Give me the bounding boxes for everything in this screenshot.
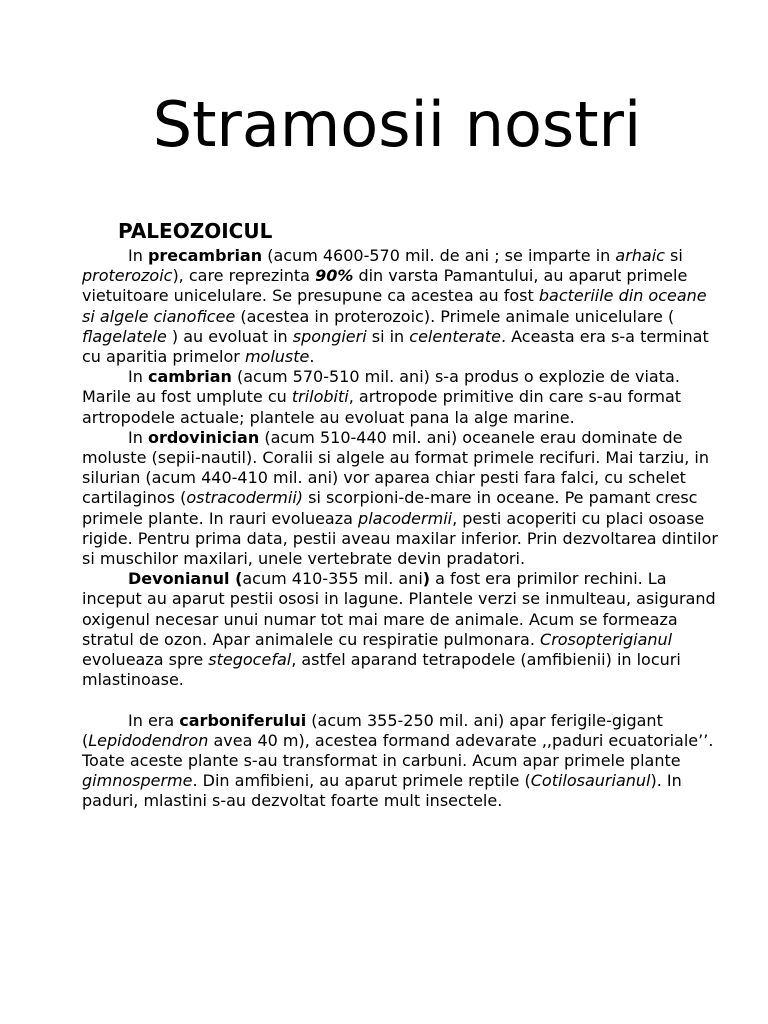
text-run: flagelatele	[82, 326, 167, 346]
text-run: , astfel aparand tetrapodele (amfibienii) in locuri mlastinoase.	[82, 650, 681, 690]
paragraph-list	[82, 246, 722, 812]
text-run: si in	[366, 326, 410, 346]
text-run: proterozoic	[82, 266, 173, 286]
text-run: bacteriile din oceane si algele cianoficee	[82, 286, 707, 326]
text-run: cambrian	[147, 367, 232, 387]
text-run: 90%	[315, 266, 354, 286]
text-run: )	[422, 569, 431, 589]
text-run: ostracodermii)	[186, 488, 304, 508]
text-run: trilobiti	[291, 387, 349, 407]
text-run: si scorpioni-de-mare in oceane. Pe pamant cresc primele plante. In rauri evolueaza	[82, 488, 698, 528]
text-run: placodermii	[358, 508, 453, 528]
text-run: si	[664, 246, 683, 265]
text-run: precambrian	[147, 246, 263, 265]
page-title: Stramosii nostri	[152, 88, 642, 161]
text-run: . Aceasta era s-a terminat cu aparitia primelor	[82, 326, 709, 367]
text-run: Devonianul (	[128, 569, 243, 589]
text-run: ). In paduri, mlastini s-au dezvoltat foarte mult insectele.	[82, 771, 682, 811]
paragraph	[82, 428, 722, 569]
text-run: .	[309, 347, 315, 367]
blank-line	[82, 690, 722, 710]
text-run: . Din amfibieni, au aparut primele reptile (	[192, 771, 531, 791]
text-run: Cotilosaurianul	[530, 771, 651, 791]
text-run: In era	[128, 710, 180, 730]
text-run: (acum 355-250 mil. ani) apar ferigile-gigant (	[82, 710, 663, 750]
document-body	[82, 218, 722, 812]
text-run: In	[128, 246, 148, 265]
text-run: In	[128, 367, 148, 387]
text-run: (acestea in proterozoic). Primele animale unicelulare (	[235, 306, 675, 326]
text-run: ) au evoluat in	[166, 326, 293, 346]
paragraph	[82, 569, 722, 690]
text-run: , pesti acoperiti cu placi osoase rigide. Pentru prima data, pestii aveau maxilar inferior. Prin dezvoltarea dintilor si muschilor maxilari, unele vertebrate devin pradatori.	[82, 508, 718, 569]
paragraph	[82, 367, 722, 428]
text-run: ), care reprezinta	[172, 266, 316, 286]
section-heading: PALEOZOICUL	[118, 219, 273, 243]
text-run: gimnosperme	[82, 771, 193, 791]
text-run: (acum 4600-570 mil. de ani ; se imparte in	[262, 246, 616, 265]
text-run: carboniferului	[179, 710, 307, 730]
text-run: a fost era primilor rechini. La inceput au aparut pestii ososi in lagune. Plantele verzi se inmulteau, asigurand oxigenul necesar unui numar tot mai mare de animale. Acum se formeaza stratul de ozon. Apar animalele cu respiratie pulmonara.	[82, 569, 716, 649]
text-run: moluste	[244, 347, 310, 367]
text-run: Lepidodendron	[88, 730, 209, 750]
text-run: evolueaza spre	[82, 650, 209, 670]
text-run: spongieri	[292, 326, 367, 346]
text-run: arhaic	[615, 246, 665, 265]
text-run: , artropode primitive din care s-au format artropodele actuale; plantele au evoluat pana la alge marine.	[82, 387, 682, 427]
text-run: celenterate	[409, 326, 501, 346]
text-run: In	[128, 427, 148, 447]
text-run: (acum 510-440 mil. ani) oceanele erau dominate de moluste (sepii-nautil). Coralii si algele au format primele recifuri. Mai tarziu, in silurian (acum 440-410 mil. ani) vor aparea chiar pesti fara falci, cu schelet cartilaginos (	[82, 427, 709, 508]
text-run: (acum 570-510 mil. ani) s-a produs o explozie de viata. Marile au fost umplute cu	[82, 367, 680, 407]
text-run: din varsta Pamantului, au aparut primele vietuitoare unicelulare. Se presupune ca acestea au fost	[82, 266, 688, 306]
text-run: acum 410-355 mil. ani	[242, 569, 423, 589]
text-run: Crosopterigianul	[540, 629, 673, 649]
paragraph	[82, 246, 722, 367]
text-run: ordovinician	[147, 427, 260, 447]
paragraph	[82, 711, 722, 812]
text-run: stegocefal	[208, 650, 292, 670]
text-run: avea 40 m), acestea formand adevarate ,,paduri ecuatoriale’’. Toate aceste plante s-au transformat in carbuni. Acum apar primele plante	[82, 730, 714, 771]
